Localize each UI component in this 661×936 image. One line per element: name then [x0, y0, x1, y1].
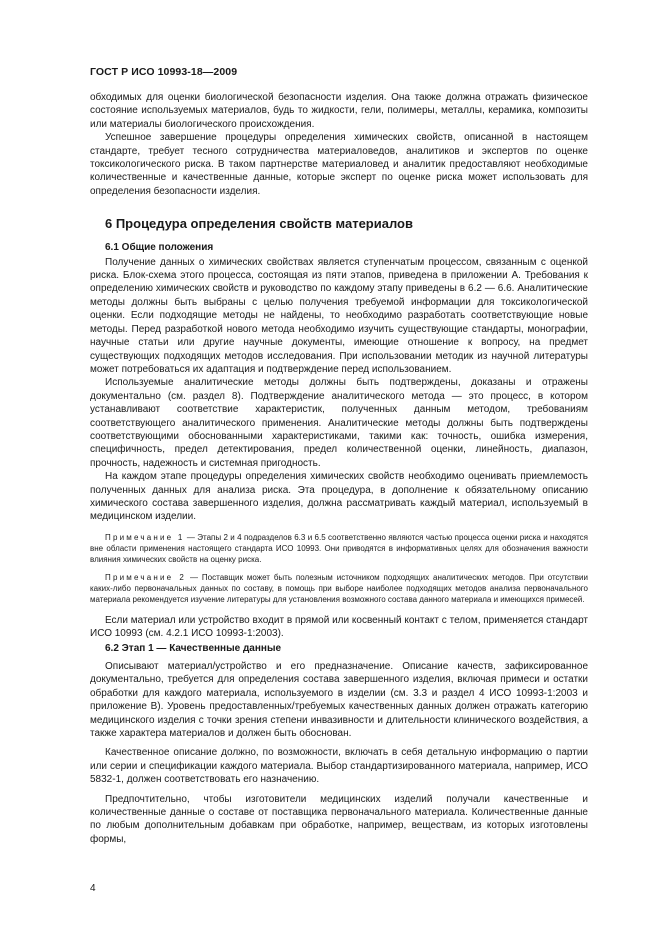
note-1-text: — Этапы 2 и 4 подразделов 6.3 и 6.5 соответственно являются частью процесса оценки риска и находятся вне области применения настоящего стандарта ИСО 10993. Они приводятся в информативных целях для обозначения важности влияния химических свойств на оценку риска.: [90, 532, 588, 564]
paragraph-qualitative-description: Качественное описание должно, по возможности, включать в себя детальную информацию о партии или серии и спецификации каждого материала. Выбор стандартизированного материала, например, ИСО 5832-1, должен соответствовать его назначению.: [90, 747, 588, 786]
note-2-text: — Поставщик может быть полезным источником подходящих аналитических методов. При отсутствии каких-либо первоначальных данных по составу, в помощь при выборе наиболее подходящих методов анализа первоначального материала рекомендуется изучение литературы для установления возможного состава данного материала и имеющихся примесей.: [90, 572, 588, 604]
subsection-6-2-heading: 6.2 Этап 1 — Качественные данные: [105, 642, 282, 654]
paragraph-method-validation: Используемые аналитические методы должны быть подтверждены, доказаны и отражены документально (см. раздел 8). Подтверждение аналитического метода — это процесс, в котором устанавливают соответствие характеристик, полученных данным методом, требованиям соответствующего аналитического применения. Аналитические методы должны быть подтверждены соответствующими обоснованными характеристиками, такими как: точность, ошибка измерения, специфичность, предел детектирования, предел количественной оценки, линейность, диапазон, прочность, надежность и системная пригодность.: [90, 377, 588, 469]
standard-header: ГОСТ Р ИСО 10993-18—2009: [90, 66, 238, 78]
paragraph-continuation: обходимых для оценки биологической безопасности изделия. Она также должна отражать физическое состояние используемых материалов, будь то жидкости, гели, полимеры, металлы, керамика, композиты или материалы биологического происхождения.: [90, 92, 588, 130]
note-1: [90, 532, 588, 565]
page-content: [90, 91, 588, 846]
paragraph-supplier-data: Предпочтительно, чтобы изготовители медицинских изделий получали качественные и количественные данные о составе от поставщика первоначального материала. Количественные данные по любым дополнительным добавкам при обработке, например, веществам, из которых изготовлены формы,: [90, 793, 588, 845]
subsection-6-1-heading: 6.1 Общие положения: [105, 242, 214, 254]
paragraph-each-stage: На каждом этапе процедуры определения химических свойств необходимо оценивать приемлемость полученных данных для анализа риска. Эта процедура, в дополнение к обязательному описанию химического состава завершенного изделия, должна рассматривать каждый материал, используемый в медицинском изделии.: [90, 471, 588, 523]
paragraph-body-contact: Если материал или устройство входит в прямой или косвенный контакт с телом, применяется стандарт ИСО 10993 (см. 4.2.1 ИСО 10993-1:2003).: [90, 614, 588, 640]
note-1-label: Примечание 1: [105, 532, 185, 542]
paragraph-stepwise-process: Получение данных о химических свойствах является ступенчатым процессом, связанным с оценкой риска. Блок-схема этого процесса, состоящая из пяти этапов, приведена в приложении А. Требования к определению химических свойств и руководство по каждому этапу приведены в 6.2 — 6.6. Аналитические методы должны быть выбраны с целью получения требуемой информации для токсикологической оценки. Если подходящие методы не найдены, то необходимо разработать соответствующие новые методы. Перед разработкой нового метода необходимо изучить существующие стандарты, монографии, научные статьи или другие научные документы, имеющие отношение к вопросу, на предмет существующих подходящих методов исследования. При использовании методик из научной литературы может потребоваться их адаптация и подтверждение перед использованием.: [90, 256, 588, 375]
paragraph-describe-material: Описывают материал/устройство и его предназначение. Описание качеств, зафиксированное документально, требуется для определения состава завершенного изделия, включая примеси и остатки обработки для каждого материала, используемого в изделии (см. 3.3 и раздел 4 ИСО 10993-1:2003 и приложение В). Уровень предоставленных/требуемых качественных данных должен отражать категорию медицинского изделия с точки зрения степени инвазивности и длительности клинического воздействия, а также характера материалов и должен быть обоснован.: [90, 661, 588, 740]
page-number: 4: [90, 883, 96, 894]
note-2: [90, 572, 588, 605]
section-6-heading: 6 Процедура определения свойств материалов: [105, 216, 413, 232]
paragraph-collaboration: Успешное завершение процедуры определения химических свойств, описанной в настоящем стандарте, требует тесного сотрудничества материаловедов, аналитиков и экспертов по оценке токсикологического риска. В таком партнерстве материаловед и аналитик предоставляют необходимые количественные и качественные данные, которые эксперт по оценке риска может использовать для определения безопасности изделия.: [90, 132, 588, 197]
note-2-label: Примечание 2: [105, 572, 187, 582]
